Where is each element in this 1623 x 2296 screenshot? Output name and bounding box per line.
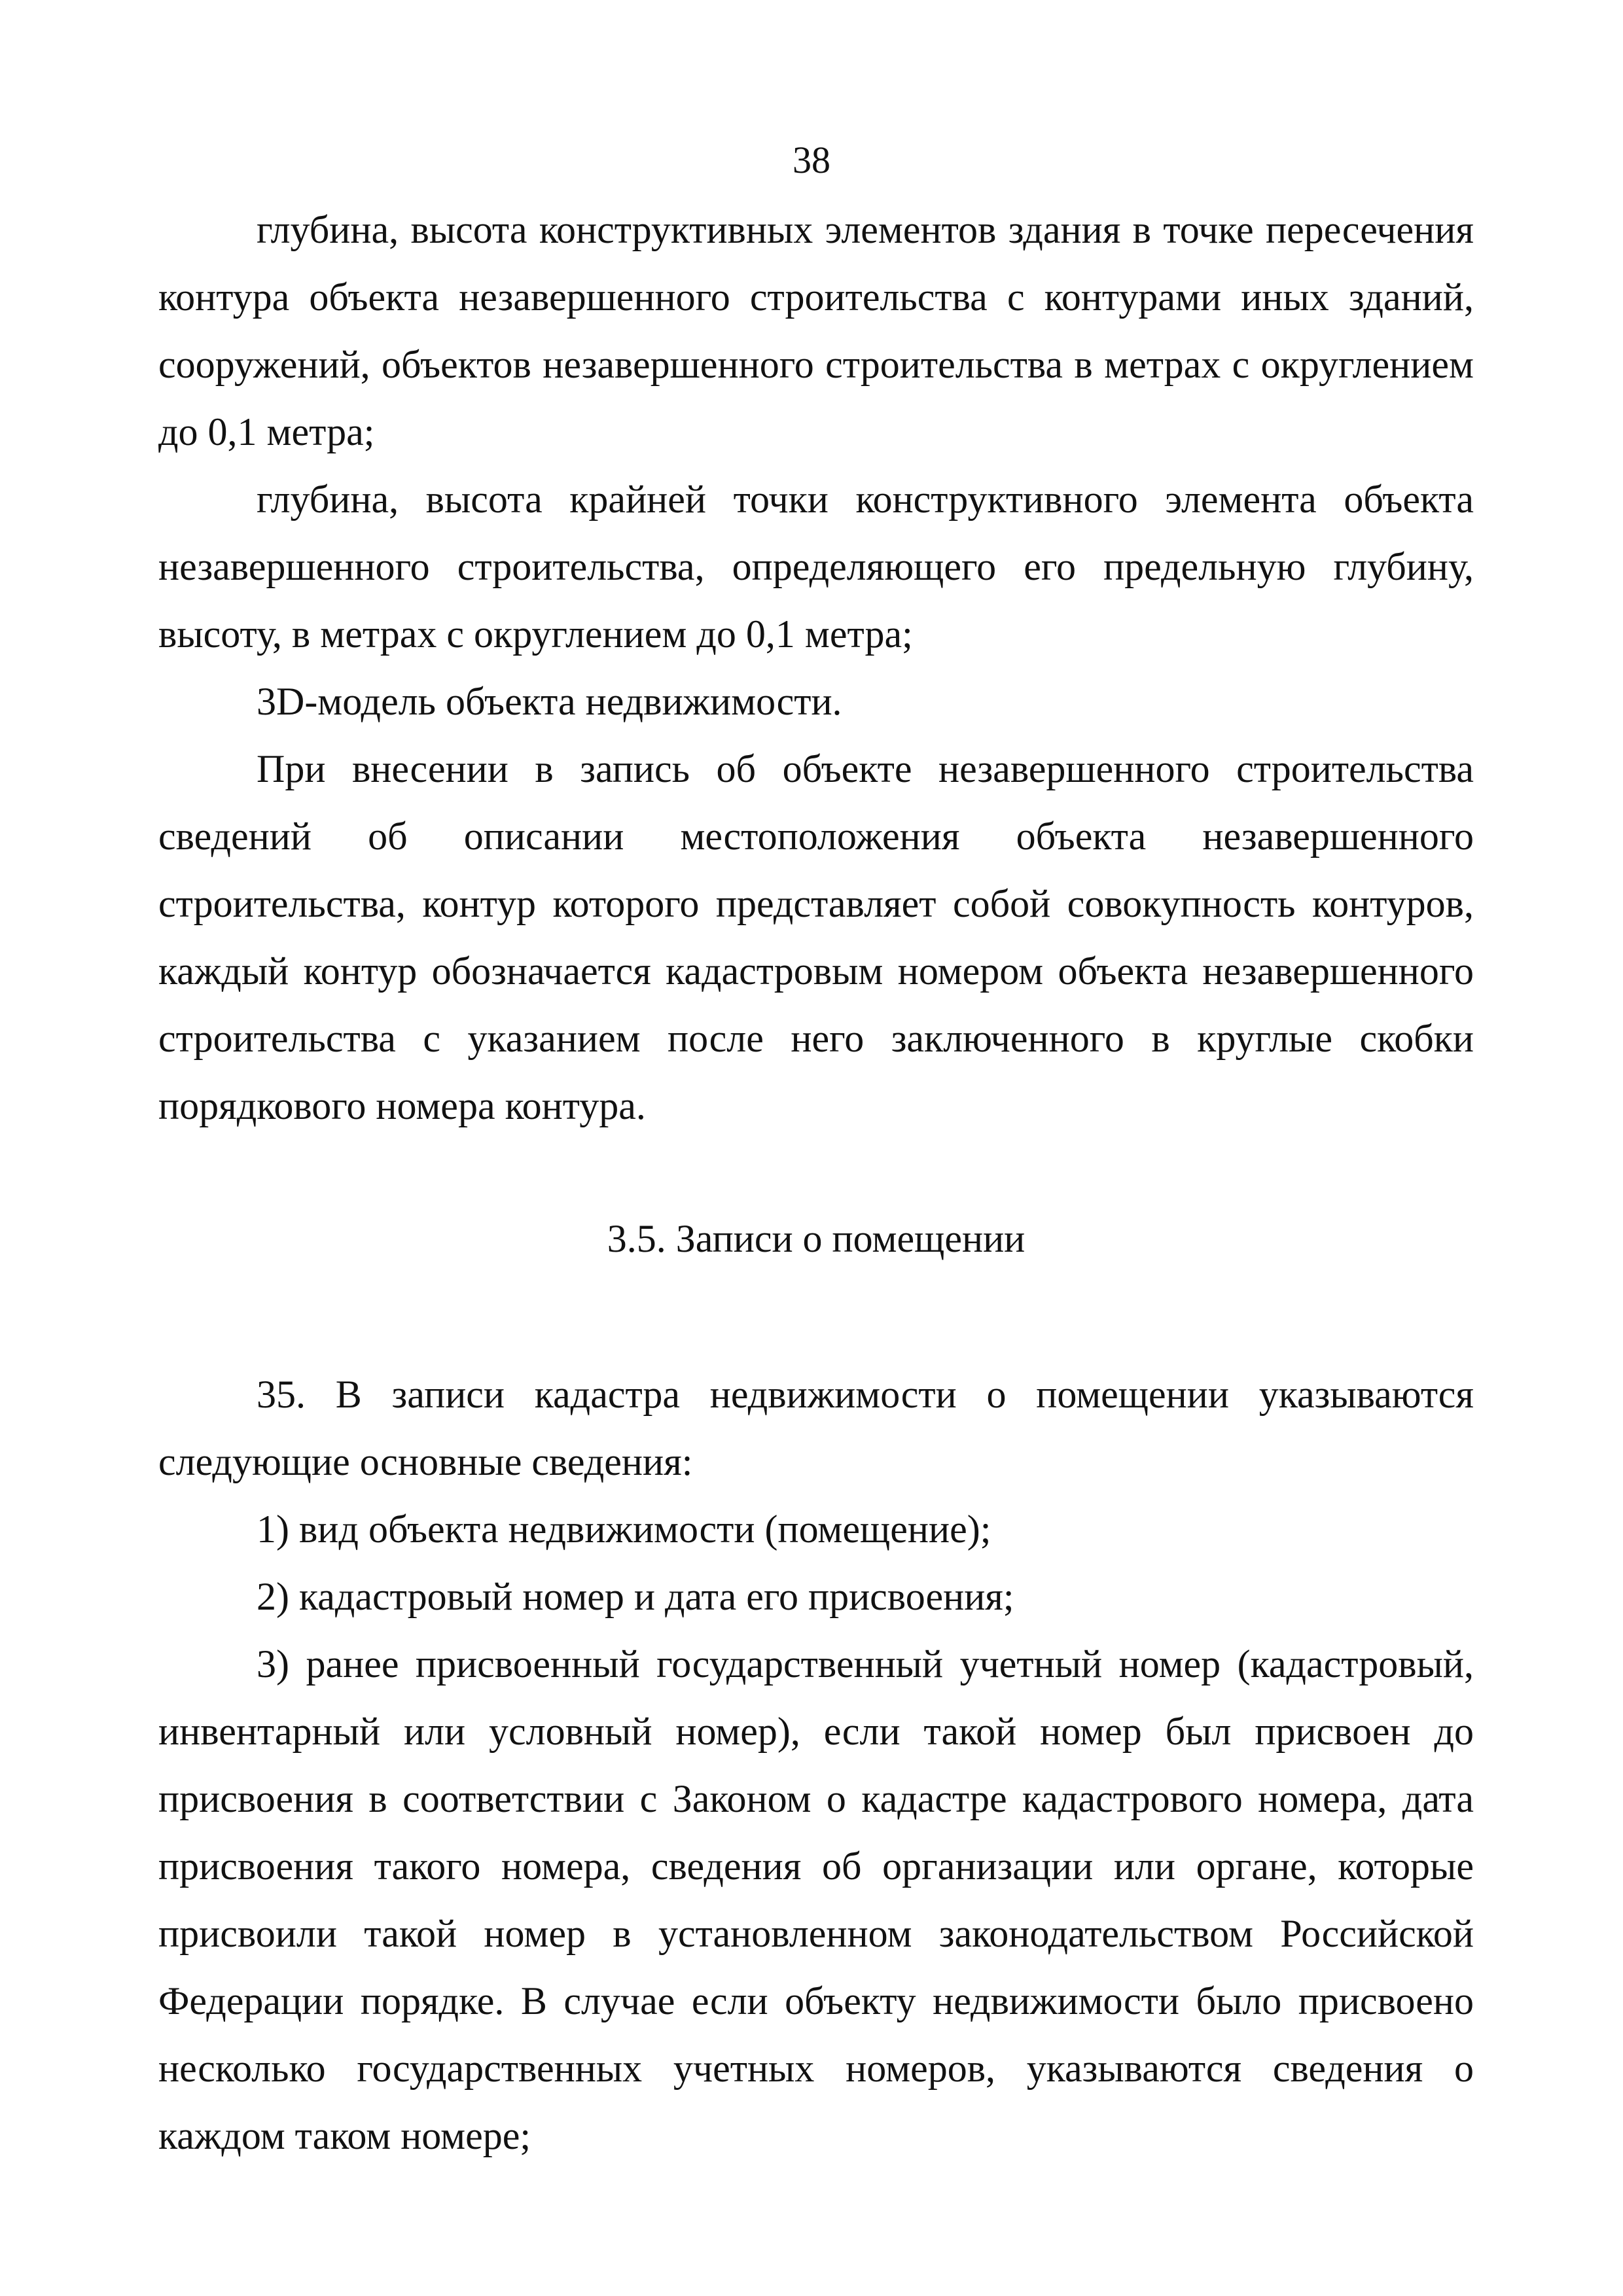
list-item-1: 1) вид объекта недвижимости (помещение); [257,1508,991,1551]
paragraph-depth-height-intersection: глубина, высота конструктивных элементов здания в точке пересечения контура объекта незавершенного строительства с контурами иных зданий, сооружений, объектов незавершенного строительства в метрах с округлением до 0,1 метра; [158,208,1474,453]
paragraph-contour-description: При внесении в запись об объекте незавершенного строительства сведений об описании местоположения объекта незавершенного строительства, контур которого представляет собой совокупность контуров, каждый контур обозначается кадастровым номером объекта незавершенного строительства с указанием после него заключенного в круглые скобки порядкового номера контура. [158,747,1474,1127]
spacer [158,1273,1474,1361]
list-item-3: 3) ранее присвоенный государственный учетный номер (кадастровый, инвентарный или условный номер), если такой номер был присвоен до присвоения в соответствии с Законом о кадастре кадастрового номера, дата присвоения такого номера, сведения об организации или органе, которые присвоили такой номер в установленном законодательством Российской Федерации порядке. В случае если объекту недвижимости было присвоено несколько государственных учетных номеров, указываются сведения о каждом таком номере; [158,1642,1474,2157]
spacer [158,1140,1474,1205]
list-item-2: 2) кадастровый номер и дата его присвоения; [257,1575,1014,1618]
page-number: 38 [793,139,830,181]
paragraph-3d-model: 3D-модель объекта недвижимости. [257,680,842,723]
paragraph-depth-height-extreme-point: глубина, высота крайней точки конструктивного элемента объекта незавершенного строительства, определяющего его предельную глубину, высоту, в метрах с округлением до 0,1 метра; [158,478,1474,656]
paragraph-item-35: 35. В записи кадастра недвижимости о помещении указываются следующие основные сведения: [158,1373,1474,1483]
document-body [158,196,1474,2170]
section-heading: 3.5. Записи о помещении [607,1217,1026,1260]
